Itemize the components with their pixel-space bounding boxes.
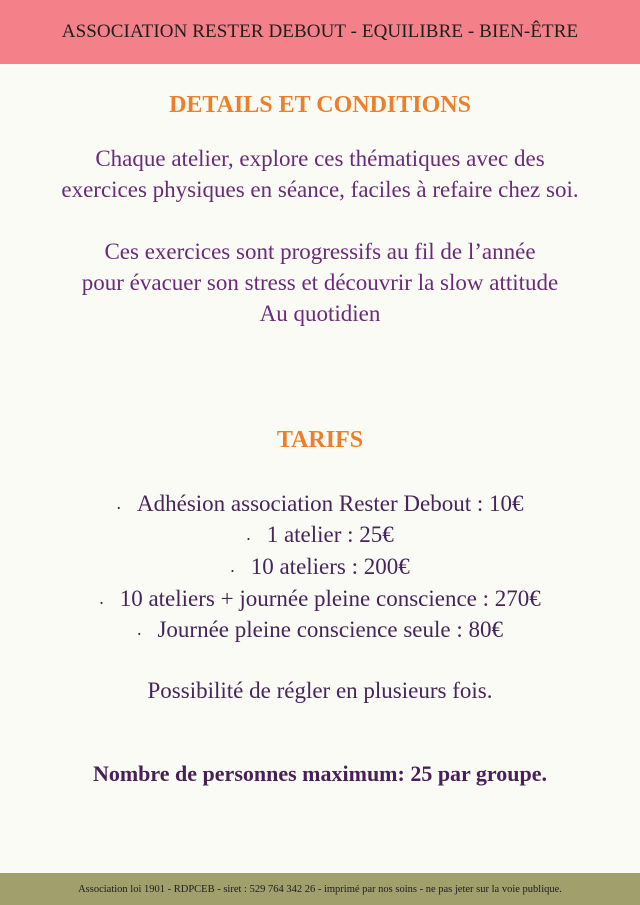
bullet-icon: . (99, 588, 104, 608)
tarif-item (0, 519, 640, 550)
tarifs-title: TARIFS (276, 427, 364, 453)
details-paragraph-2-line: pour évacuer son stress et découvrir la slow attitude (81, 270, 559, 295)
tarif-item (0, 583, 640, 614)
max-people-note: Nombre de personnes maximum: 25 par groupe. (92, 761, 548, 786)
bullet-icon: . (136, 619, 142, 639)
header-title: ASSOCIATION RESTER DEBOUT - EQUILIBRE - BIEN-ÊTRE (61, 21, 579, 42)
tarif-item-label: 10 ateliers + journée pleine conscience : 270€ (119, 586, 541, 611)
footer-band (0, 873, 640, 905)
details-paragraph-1-line: exercices physiques en séance, faciles à refaire chez soi. (61, 177, 579, 202)
bullet-icon: . (246, 524, 251, 544)
tarif-item (0, 614, 640, 645)
tarif-item-label: Journée pleine conscience seule : 80€ (157, 617, 503, 642)
details-paragraph-1-line: Chaque atelier, explore ces thématiques avec des (95, 146, 545, 171)
details-paragraph-2 (0, 236, 640, 329)
tarif-item-label: 1 atelier : 25€ (266, 522, 394, 547)
details-title: DETAILS ET CONDITIONS (169, 92, 471, 118)
details-paragraph-2-line: Ces exercices sont progressifs au fil de l’année (104, 239, 536, 264)
header-band (0, 0, 640, 64)
details-paragraph-2-line: Au quotidien (259, 301, 381, 326)
tarif-item (0, 488, 640, 519)
tarif-item-label: Adhésion association Rester Debout : 10€ (137, 491, 524, 516)
tarif-item (0, 551, 640, 582)
details-paragraph-1 (0, 143, 640, 205)
bullet-icon: . (230, 556, 235, 576)
payment-note: Possibilité de régler en plusieurs fois. (147, 678, 493, 703)
tarif-item-label: 10 ateliers : 200€ (250, 554, 410, 579)
bullet-icon: . (116, 493, 122, 513)
footer-text: Association loi 1901 - RDPCEB - siret : 529 764 342 26 - imprimé par nos soins - ne pas jeter sur la voie publique. (78, 883, 562, 895)
